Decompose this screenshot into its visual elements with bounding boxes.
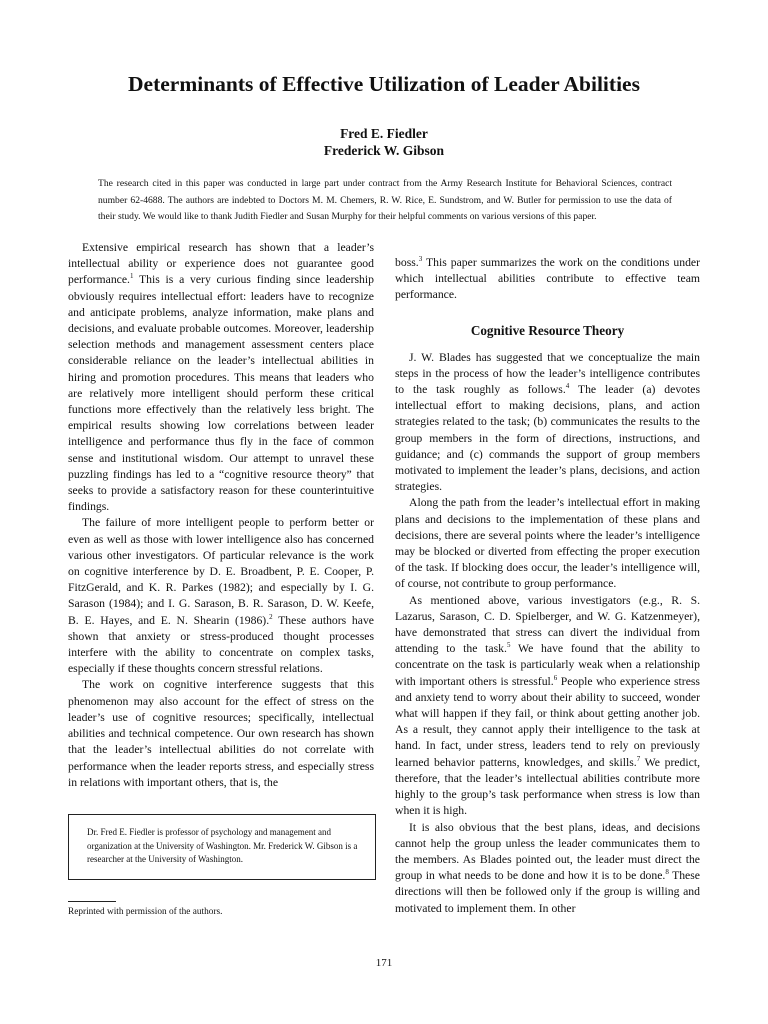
footnote-ref: 6 <box>553 673 558 682</box>
footnote-ref: 2 <box>269 612 273 621</box>
footnote-ref: 3 <box>418 255 423 264</box>
body-paragraph: The work on cognitive interference suggests that this phenomenon may also account for the effect of stress on the leader’s use of cognitive resources; specifically, intellectual abilities and technical competence. Our own research has shown that the leader’s intellectual abilities do not correlate with performance when the leader reports stress, and especially stress in relations with important others, that is, the <box>68 678 374 789</box>
page-number: 171 <box>375 957 393 969</box>
footnote-ref: 4 <box>565 382 570 391</box>
body-paragraph: It is also obvious that the best plans, ideas, and decisions cannot help the group unless the leader communicates them to the members. As Blades pointed out, the leader must direct the group in what needs to be done and how it is to be done.$^8$ These directions will then be followed only if the group is willing and motivated to implement them. In other <box>395 820 700 915</box>
author-list <box>0 125 768 159</box>
body-paragraph: boss.$^3$ This paper summarizes the work on the conditions under which intellectual abilities contribute to effective team performance. <box>395 255 700 302</box>
footnote: Reprinted with permission of the authors. <box>68 907 223 917</box>
footnote-ref: 5 <box>506 641 511 650</box>
footnote-ref: 7 <box>636 754 641 763</box>
body-paragraph: J. W. Blades has suggested that we conceptualize the main steps in the process of how the leader’s intelligence contributes to the task roughly as follows.$^4$ The leader (a) devotes intellectual effort to making decisions, plans, and action strategies related to the task; (b) communicates the results to the group members in the form of directions, instructions, and guidance; and (c) commands the support of group members motivated to implement the leader’s plans, decisions, and action strategies. <box>395 350 700 494</box>
body-paragraph: Extensive empirical research has shown that a leader’s intellectual ability or experience does not guarantee good performance.$^1$ This is a very curious finding since leadership obviously requires intellectual effort: leaders have to recognize and anticipate problems, analyze information, make plans and decisions, and evaluate probable outcomes. Moreover, leadership selection methods and management assessment centers place considerable reliance on the leader’s intellectual abilities in hiring and promotion procedures. This means that leaders who are relatively more intelligent should perform these critical functions more effectively than the relatively less bright. The empirical results showing low correlations between leader intelligence and performance thus fly in the face of common sense and institutional wisdom. Our attempt to unravel these puzzling findings has led to a “cognitive resource theory” that seeks to provide a satisfactory reason for these counterintuitive findings. <box>68 241 374 514</box>
author-bio-box: Dr. Fred E. Fiedler is professor of psychology and management and organization at the University of Washington. Mr. Frederick W. Gibson is a researcher at the University of Washington. <box>68 814 376 880</box>
author-name: Fred E. Fiedler <box>340 126 428 141</box>
acknowledgment-note: The research cited in this paper was conducted in large part under contract from the Army Research Institute for Behavioral Sciences, contract number 62-4688. The authors are indebted to Doctors M. M. Chemers, R. W. Rice, E. Sundstrom, and W. Butler for permission to use the data of their study. We would like to thank Judith Fiedler and Susan Murphy for their helpful comments on various versions of this paper. <box>98 178 672 222</box>
author-name: Frederick W. Gibson <box>323 143 445 158</box>
footnote-ref: 8 <box>665 868 669 877</box>
left-column <box>68 240 374 791</box>
body-paragraph: Along the path from the leader’s intellectual effort in making plans and decisions to the implementation of these plans and decisions, there are several points where the leader’s intelligence may be blocked or diverted from effecting the proper execution of the task. If blocking does occur, the leader’s intelligence will, of course, not contribute to group performance. <box>395 496 700 591</box>
body-paragraph: As mentioned above, various investigators (e.g., R. S. Lazarus, Sarason, C. D. Spielberger, and W. G. Katzenmeyer), have demonstrated that stress can divert the individual from attending to the task.$^5$ We have found that the ability to concentrate on the task is particularly weak when a relationship with important others is stressful.$^6$ People who experience stress and anxiety tend to worry about their ability to succeed, wonder what will happen if they fail, or think about getting another job. As a result, they cannot apply their intelligence to the task at hand. In fact, under stress, leaders tend to rely on previously learned behavior patterns, knowledges, and skills.$^7$ We predict, therefore, that the leader’s intellectual abilities contribute more highly to the group’s task performance when stress is low than when it is high. <box>395 593 700 818</box>
paper-title: Determinants of Effective Utilization of Leader Abilities <box>128 72 640 96</box>
footnote-rule <box>68 901 116 902</box>
body-paragraph: The failure of more intelligent people to perform better or even as well as those with lower intelligence also has concerned various other investigators. Of particular relevance is the work on cognitive interference by D. E. Broadbent, P. E. Cooper, P. FitzGerald, and K. R. Parkes (1982); and especially by I. G. Sarason (1984); and I. G. Sarason, B. R. Sarason, D. W. Keefe, B. E. Hayes, and E. N. Shearin (1986).$^2$ These authors have shown that anxiety or stress-produced thought processes interfere with the ability to concentrate on complex tasks, especially if these thoughts concern stressful relations. <box>68 516 374 676</box>
right-column <box>395 255 700 917</box>
section-heading: Cognitive Resource Theory <box>470 322 625 338</box>
footnote-ref: 1 <box>129 272 134 281</box>
